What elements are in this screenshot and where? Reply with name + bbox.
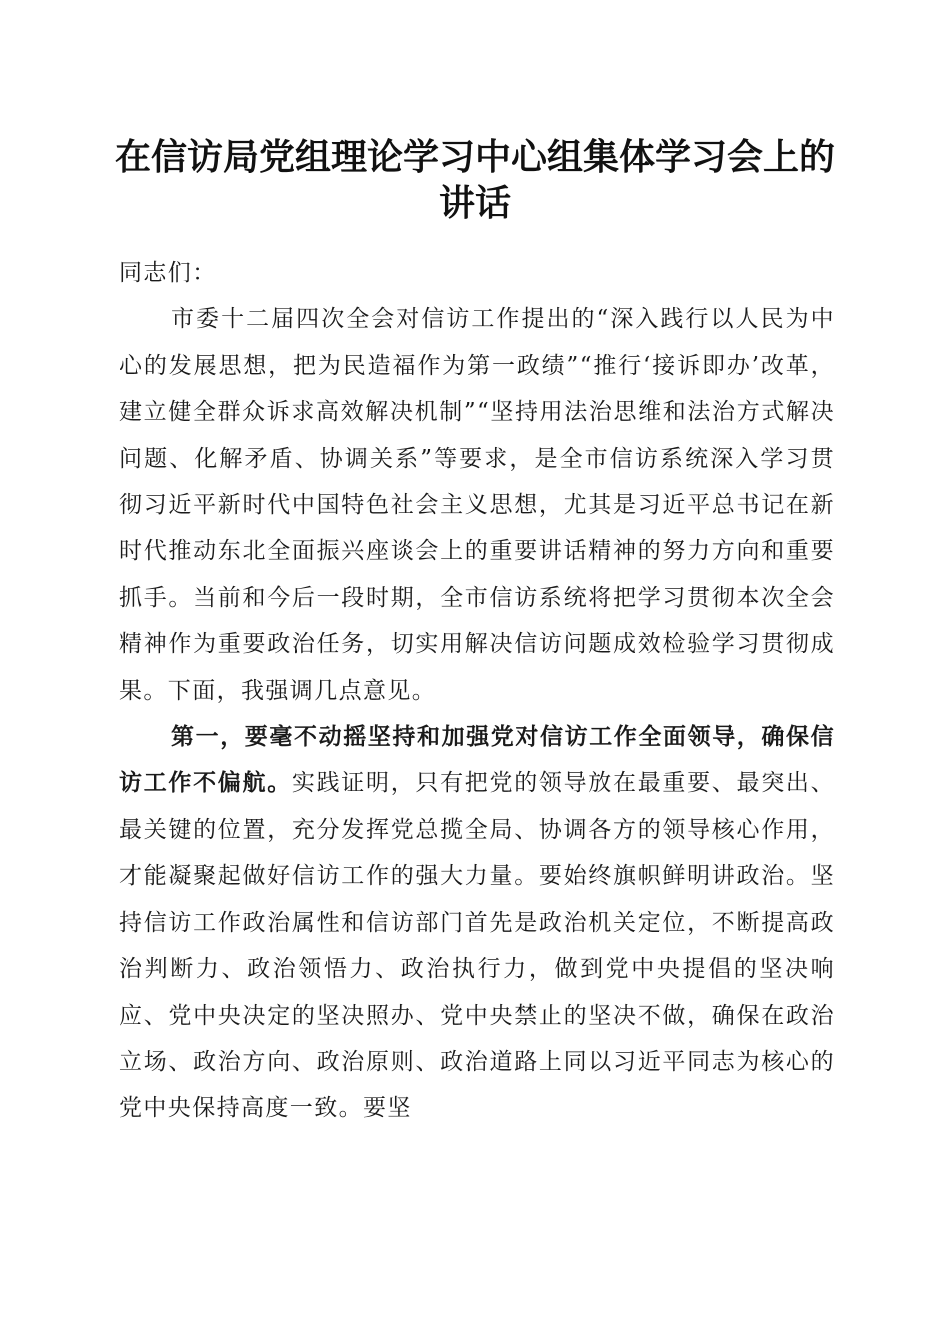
paragraph-2-lead: 第一，要毫不动摇坚持和加强党对信访工作全面领导，确保信访工作不偏航。 <box>119 723 835 797</box>
salutation: 同志们： <box>119 260 217 286</box>
title-line-1: 在信访局党组理论学习中心组集体学习会上的 <box>114 136 835 178</box>
paragraph-2 <box>119 714 835 1132</box>
paragraph-2-body: 实践证明，只有把党的领导放在最重要、最突出、最关键的位置，充分发挥党总揽全局、协调各方的领导核心作用，才能凝聚起做好信访工作的强大力量。要始终旗帜鲜明讲政治。坚持信访工作政治属性和信访部门首先是政治机关定位，不断提高政治判断力、政治领悟力、政治执行力，做到党中央提倡的坚决响应、党中央决定的坚决照办、党中央禁止的坚决不做，确保在政治立场、政治方向、政治原则、政治道路上同以习近平同志为核心的党中央保持高度一致。要坚 <box>119 770 835 1122</box>
document-title <box>100 134 850 226</box>
title-line-2: 讲话 <box>438 182 511 224</box>
paragraph-1: 市委十二届四次全会对信访工作提出的“深入践行以人民为中心的发展思想，把为民造福作为第一政绩”“推行‘接诉即办’改革，建立健全群众诉求高效解决机制”“坚持用法治思维和法治方式解决问题、化解矛盾、协调关系”等要求，是全市信访系统深入学习贯彻习近平新时代中国特色社会主义思想，尤其是习近平总书记在新时代推动东北全面振兴座谈会上的重要讲话精神的努力方向和重要抓手。当前和今后一段时期，全市信访系统将把学习贯彻本次全会精神作为重要政治任务，切实用解决信访问题成效检验学习贯彻成果。下面，我强调几点意见。 <box>119 306 835 704</box>
document-body <box>119 250 835 1132</box>
